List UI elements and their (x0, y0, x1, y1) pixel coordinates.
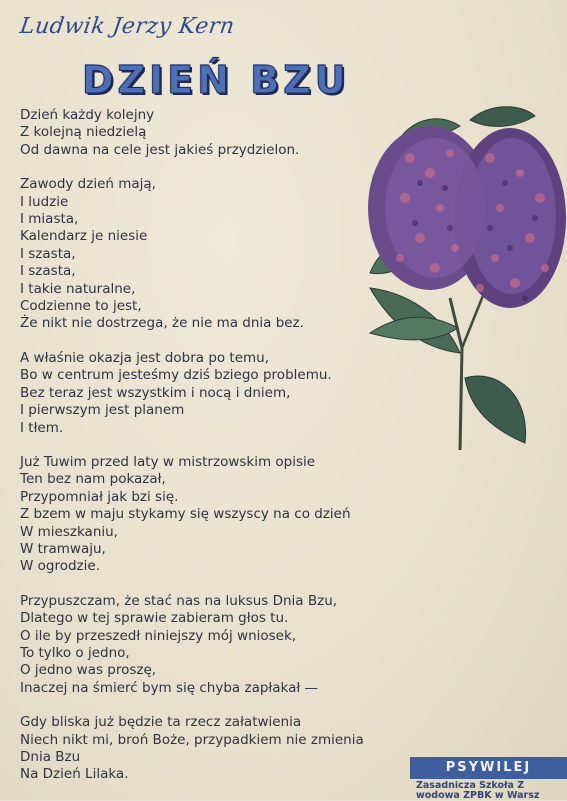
poem-line: I tłem. (20, 419, 64, 436)
poem-line: Codzienne to jest, (20, 298, 142, 315)
poem-line: Inaczej na śmierć bym się chyba zapłakał — (20, 679, 318, 696)
poem-line: O jedno was proszę, (20, 662, 157, 679)
poem-line: Dzień każdy kolejny (20, 107, 155, 123)
poem-line: Że nikt nie dostrzega, że nie ma dnia bez. (20, 315, 304, 332)
stanza (20, 714, 440, 784)
poem-line: Z kolejną niedzielą (20, 124, 147, 141)
poem-line: W ogrodzie. (20, 558, 100, 575)
poem-line: Gdy bliska już będzie ta rzecz załatwienia (20, 714, 302, 731)
poem-line: W mieszkaniu, (20, 523, 118, 540)
poem-line: I pierwszym jest planem (20, 402, 185, 419)
poem-line: Z bzem w maju stykamy się wszyscy na co dzień (20, 506, 351, 523)
poem-line: I szasta, (20, 245, 76, 262)
ad-label-badge: PSYWILEJ (410, 757, 567, 779)
poem-title: DZIEŃ BZU (82, 58, 350, 102)
poem-line: Już Tuwim przed laty w mistrzowskim opisie (20, 453, 316, 470)
poem-line: Na Dzień Lilaka. (20, 766, 129, 783)
poem-line: Od dawna na cele jest jakieś przydzielon. (20, 141, 300, 158)
poem-line: Niech nikt mi, broń Boże, przypadkiem nie zmienia (20, 731, 364, 748)
stanza (20, 176, 440, 333)
poem-line: Bo w centrum jesteśmy dziś bziego problemu. (20, 367, 332, 384)
stanza (20, 454, 440, 576)
poem-line: Dlatego w tej sprawie zabieram głos tu. (20, 610, 289, 627)
poem-line: I szasta, (20, 263, 76, 280)
poem-line: Dnia Bzu (20, 749, 81, 765)
poem-line: I ludzie (20, 193, 69, 210)
poem-line: Ten bez nam pokazał, (20, 471, 166, 488)
ad-text (416, 781, 567, 800)
poem-line: A właśnie okazja jest dobra po temu, (20, 349, 270, 366)
stanza (20, 593, 440, 697)
poem-line: Bez teraz jest wszystkim i nocą i dniem, (20, 384, 291, 401)
stanza (20, 107, 440, 159)
poem-line: Zawody dzień mają, (20, 176, 156, 193)
poem-line: Przypomniał jak bzi się. (20, 488, 179, 505)
author-name: Ludwik Jerzy Kern (18, 14, 237, 39)
ad-line: wodowa ZPBK w Warsz (416, 790, 540, 800)
poem-line: To tylko o jedno, (20, 644, 130, 661)
poem-line: I miasta, (20, 211, 79, 228)
poem-line: I takie naturalne, (20, 280, 136, 297)
poem-line: Przypuszczam, że stać nas na luksus Dnia Bzu, (20, 592, 338, 609)
stanza (20, 350, 440, 437)
poem-line: W tramwaju, (20, 540, 106, 557)
poem-body (20, 107, 440, 801)
poem-line: Kalendarz je niesie (20, 228, 148, 245)
ad-line: Zasadnicza Szkoła Z (416, 781, 525, 791)
poem-line: O ile by przeszedł niniejszy mój wniosek, (20, 627, 297, 644)
